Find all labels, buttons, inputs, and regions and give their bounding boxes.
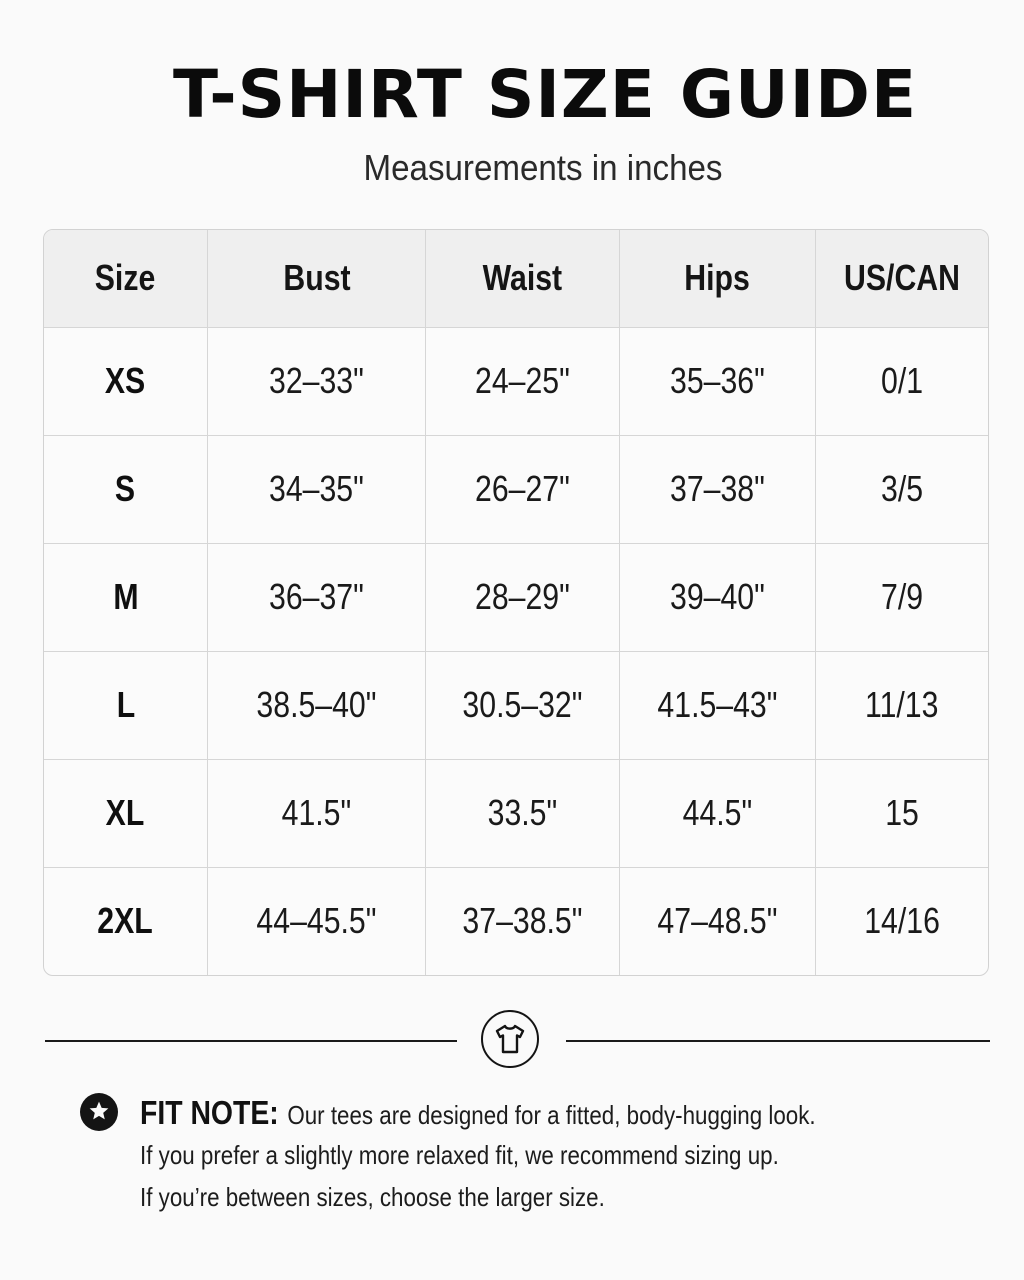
size-cell: S	[44, 435, 208, 543]
fit-note-line-3: If you’re between sizes, choose the larger size.	[140, 1182, 605, 1212]
us-can-cell: 3/5	[816, 435, 989, 543]
table-row	[44, 867, 988, 975]
table-row	[44, 543, 988, 651]
column-header-size: Size	[44, 230, 208, 327]
hips-cell: 47–48.5"	[620, 867, 816, 975]
size-cell: L	[44, 651, 208, 759]
bust-cell: 44–45.5"	[208, 867, 426, 975]
waist-cell: 24–25"	[426, 327, 620, 435]
us-can-cell: 7/9	[816, 543, 989, 651]
table-row	[44, 435, 988, 543]
fit-note-line-1	[140, 1094, 816, 1132]
bust-cell: 36–37"	[208, 543, 426, 651]
bust-cell: 34–35"	[208, 435, 426, 543]
tshirt-icon-glyph	[492, 1021, 528, 1057]
section-divider-right	[566, 1040, 990, 1042]
us-can-cell: 11/13	[816, 651, 989, 759]
fit-note-label: FIT NOTE:	[140, 1094, 279, 1131]
section-divider-left	[45, 1040, 457, 1042]
hips-cell: 37–38"	[620, 435, 816, 543]
hips-cell: 44.5"	[620, 759, 816, 867]
hips-cell: 39–40"	[620, 543, 816, 651]
us-can-cell: 0/1	[816, 327, 989, 435]
waist-cell: 33.5"	[426, 759, 620, 867]
page-title: T-SHIRT SIZE GUIDE	[172, 56, 918, 133]
column-header-bust: Bust	[208, 230, 426, 327]
hips-cell: 35–36"	[620, 327, 816, 435]
us-can-cell: 15	[816, 759, 989, 867]
waist-cell: 28–29"	[426, 543, 620, 651]
bust-cell: 32–33"	[208, 327, 426, 435]
page-subtitle: Measurements in inches	[363, 147, 723, 188]
table-header-row	[44, 230, 988, 327]
size-table-container	[43, 229, 989, 976]
star-icon	[80, 1093, 118, 1131]
hips-cell: 41.5–43"	[620, 651, 816, 759]
size-cell: M	[44, 543, 208, 651]
table-row	[44, 759, 988, 867]
waist-cell: 30.5–32"	[426, 651, 620, 759]
table-row	[44, 327, 988, 435]
bust-cell: 41.5"	[208, 759, 426, 867]
table-row	[44, 651, 988, 759]
fit-note-line-2: If you prefer a slightly more relaxed fit, we recommend sizing up.	[140, 1140, 779, 1170]
column-header-waist: Waist	[426, 230, 620, 327]
size-cell: XS	[44, 327, 208, 435]
size-table	[44, 230, 988, 975]
size-cell: XL	[44, 759, 208, 867]
column-header-hips: Hips	[620, 230, 816, 327]
tshirt-icon	[481, 1010, 539, 1068]
waist-cell: 37–38.5"	[426, 867, 620, 975]
star-icon-glyph	[88, 1100, 110, 1122]
us-can-cell: 14/16	[816, 867, 989, 975]
column-header-us-can: US/CAN	[816, 230, 989, 327]
size-cell: 2XL	[44, 867, 208, 975]
bust-cell: 38.5–40"	[208, 651, 426, 759]
waist-cell: 26–27"	[426, 435, 620, 543]
fit-note-text-1: Our tees are designed for a fitted, body-hugging look.	[287, 1100, 816, 1130]
